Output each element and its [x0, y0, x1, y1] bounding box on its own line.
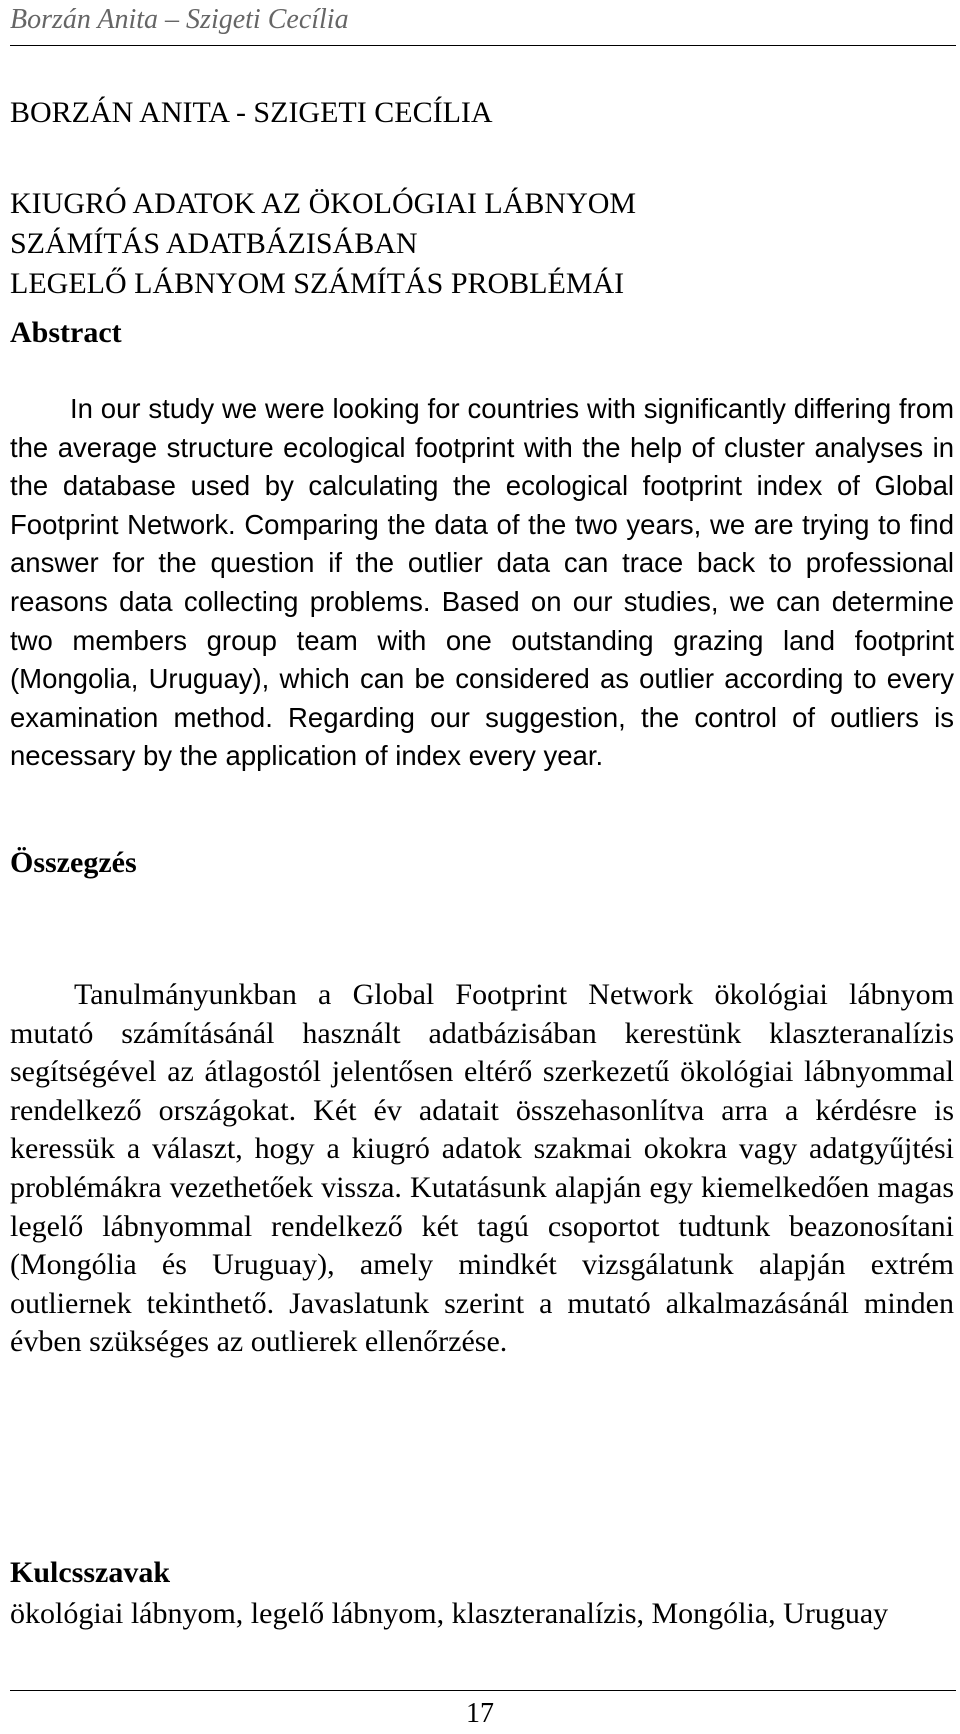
summary-text: Tanulmányunkban a Global Footprint Network ökológiai lábnyom mutató számításánál használt adatbázisában kerestünk klaszteranalízis segítségével az átlagostól jelentősen eltérő szerkezetű ökológiai lábnyommal rendelkező országokat. Két év adatait összehasonlítva arra a kérdésre is keressük a választ, hogy a kiugró adatok szakmai okokra vagy adatgyűjtési problémákra vezethetőek vissza. Kutatásunk alapján egy kiemelkedően magas legelő lábnyommal rendelkező két tagú csoportot tudtunk beazonosítani (Mongólia és Uruguay), amely mindkét vizsgálatunk alapján extrém outliernek tekinthető. Javaslatunk szerint a mutató alkalmazásánál minden évben szükséges az outlierek ellenőrzése.	[10, 978, 954, 1359]
authors: BORZÁN ANITA - SZIGETI CECÍLIA	[10, 96, 493, 129]
title-line: LEGELŐ LÁBNYOM SZÁMÍTÁS PROBLÉMÁI	[10, 267, 625, 300]
title-line: SZÁMÍTÁS ADATBÁZISÁBAN	[10, 227, 418, 260]
keywords-heading: Kulcsszavak	[10, 1556, 171, 1589]
abstract-text: In our study we were looking for countries with significantly differing from the average structure ecological footprint with the help of cluster analyses in the database used by calculating the ecological footprint index of Global Footprint Network. Comparing the data of the two years, we are trying to find answer for the question if the outlier data can trace back to professional reasons data collecting problems. Based on our studies, we can determine two members group team with one outstanding grazing land footprint (Mongolia, Uruguay), which can be considered as outlier according to every examination method. Regarding our suggestion, the control of outliers is necessary by the application of index every year.	[10, 393, 954, 772]
page-number: 17	[466, 1698, 494, 1729]
running-header-text: Borzán Anita – Szigeti Cecília	[10, 4, 349, 35]
keywords-text: ökológiai lábnyom, legelő lábnyom, klaszteranalízis, Mongólia, Uruguay	[10, 1597, 889, 1630]
title-line: KIUGRÓ ADATOK AZ ÖKOLÓGIAI LÁBNYOM	[10, 187, 637, 220]
abstract-heading: Abstract	[10, 316, 122, 349]
paper-title	[10, 184, 636, 304]
summary-heading: Összegzés	[10, 846, 137, 879]
footer-rule	[10, 1690, 956, 1691]
running-header	[10, 0, 956, 46]
